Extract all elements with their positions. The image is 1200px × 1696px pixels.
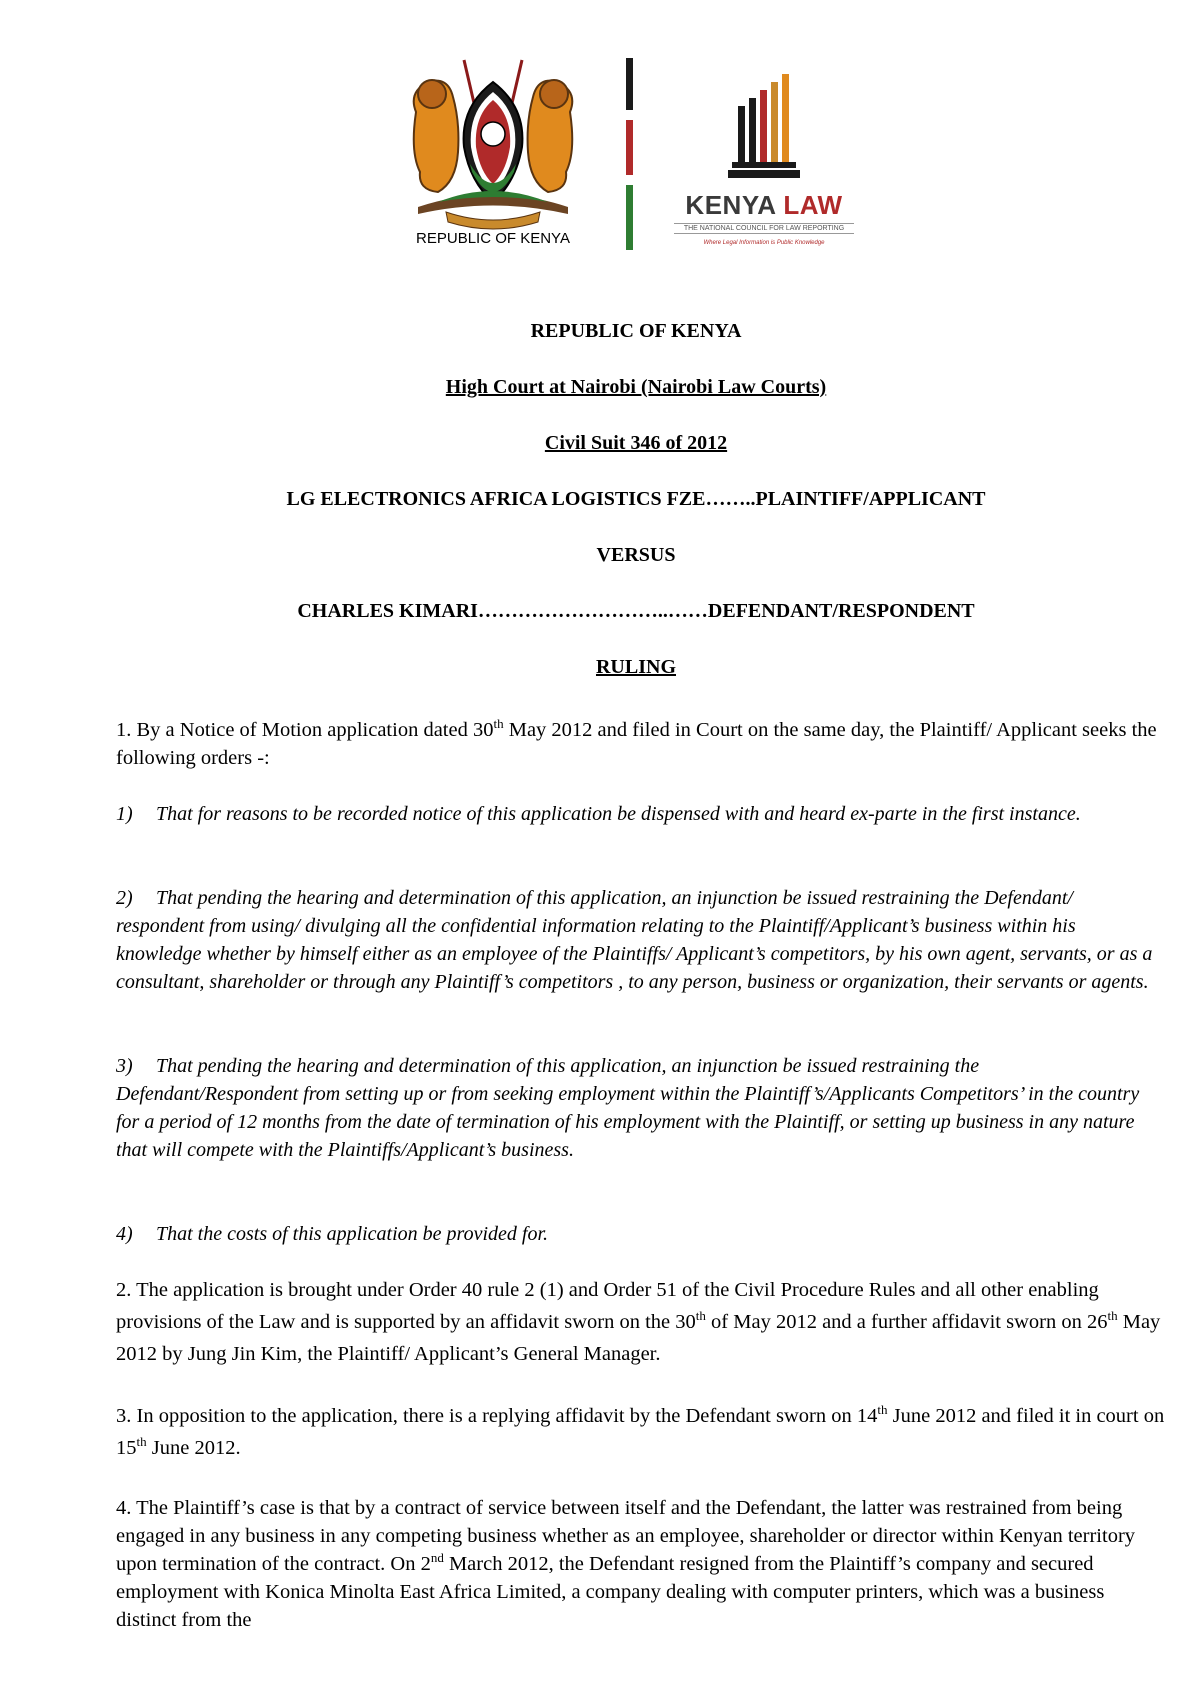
paragraph-3-text-b: June 2012 and filed it in court on 15	[116, 1405, 1165, 1459]
paragraph-1-text-a: 1. By a Notice of Motion application dated 30	[116, 719, 494, 741]
versus-heading: VERSUS	[596, 544, 676, 566]
order-4	[116, 1220, 1166, 1248]
order-2-number: 2)	[116, 887, 133, 909]
kenya-law-title-law: LAW	[783, 190, 843, 220]
paragraph-3-sup-2: th	[136, 1434, 147, 1450]
paragraph-2-text-a: 2. The application is brought under Order 40 rule 2 (1) and Order 51 of the Civil Procedure Rules and all other enabling provisions of the Law and is supported by an affidavit sworn on the 30	[116, 1279, 1099, 1333]
republic-heading: REPUBLIC OF KENYA	[530, 320, 742, 342]
paragraph-2-sup-2: th	[1107, 1308, 1118, 1324]
paragraph-2-text-c: May 2012 by Jung Jin Kim, the Plaintiff/ Applicant’s General Manager.	[116, 1311, 1161, 1365]
kenya-law-tagline: Where Legal Information is Public Knowledge	[703, 240, 825, 246]
coat-of-arms-logo	[398, 52, 588, 252]
order-1	[116, 800, 1166, 828]
paragraph-1-sup: th	[493, 716, 504, 732]
order-3-number: 3)	[116, 1055, 133, 1077]
paragraph-3	[116, 1400, 1166, 1464]
kenya-flag-divider	[626, 58, 633, 250]
paragraph-2	[116, 1274, 1166, 1370]
order-1-text: That for reasons to be recorded notice of this application be dispensed with and heard ex-parte in the first instance.	[156, 803, 1081, 825]
plaintiff-line: LG ELECTRONICS AFRICA LOGISTICS FZE……..PLAINTIFF/APPLICANT	[286, 488, 986, 510]
court-heading: High Court at Nairobi (Nairobi Law Courts)	[445, 376, 827, 398]
ruling-heading: RULING	[595, 656, 676, 678]
paragraph-1-text-b: May 2012 and filed in Court on the same day, the Plaintiff/ Applicant seeks the following orders -:	[116, 719, 1157, 769]
paragraph-2-text-b: of May 2012 and a further affidavit sworn on 26	[705, 1311, 1108, 1333]
coat-of-arms-caption: REPUBLIC OF KENYA	[416, 230, 570, 247]
defendant-line: CHARLES KIMARI………………………..……DEFENDANT/RESPONDENT	[297, 600, 975, 622]
order-1-number: 1)	[116, 803, 133, 825]
order-2	[116, 884, 1166, 996]
kenya-law-logo	[664, 72, 864, 262]
paragraph-4-text-b: March 2012, the Defendant resigned from the Plaintiff’s company and secured employment with Konica Minolta East Africa Limited, a company dealing with computer printers, which was a business distinct from the	[116, 1553, 1105, 1631]
order-4-text: That the costs of this application be provided for.	[156, 1223, 549, 1245]
kenya-law-title-kenya: KENYA	[685, 190, 784, 220]
paragraph-3-text-c: June 2012.	[146, 1437, 241, 1459]
order-2-text: That pending the hearing and determination of this application, an injunction be issued restraining the Defendant/ respondent from using/ divulging all the confidential information relating to the Plaintiff/Applicant’s business within his knowledge whether by himself either as an employee of the Plaintiffs/ Applicant’s competitors, by his own agent, servants, or as a consultant, shareholder or through any Plaintiff’s competitors , to any person, business or organization, their servants or agents.	[116, 887, 1153, 993]
paragraph-2-sup-1: th	[695, 1308, 706, 1324]
kenya-law-pillars-icon	[726, 72, 802, 182]
order-4-number: 4)	[116, 1223, 133, 1245]
paragraph-4-text-a: 4. The Plaintiff’s case is that by a contract of service between itself and the Defendant, the latter was restrained from being engaged in any business in any competing business whether as an employee, shareholder or director within Kenyan territory upon termination of the contract. On 2	[116, 1497, 1136, 1575]
paragraph-3-sup-1: th	[877, 1402, 888, 1418]
paragraph-4	[116, 1494, 1166, 1634]
order-3-text: That pending the hearing and determination of this application, an injunction be issued restraining the Defendant/Respondent from setting up or from seeking employment within the Plaintiff’s/Applicants Competitors’ in the country for a period of 12 months from the date of termination of his employment with the Plaintiff, or setting up business in any nature that will compete with the Plaintiffs/Applicant’s business.	[116, 1055, 1140, 1161]
order-3	[116, 1052, 1166, 1164]
paragraph-1	[116, 716, 1166, 772]
paragraph-4-sup: nd	[430, 1550, 444, 1566]
kenya-law-title	[674, 190, 854, 221]
coat-of-arms-icon	[398, 52, 588, 232]
kenya-law-subtitle: THE NATIONAL COUNCIL FOR LAW REPORTING	[674, 223, 854, 234]
paragraph-3-text-a: 3. In opposition to the application, there is a replying affidavit by the Defendant sworn on 14	[116, 1405, 878, 1427]
suit-heading: Civil Suit 346 of 2012	[544, 432, 728, 454]
